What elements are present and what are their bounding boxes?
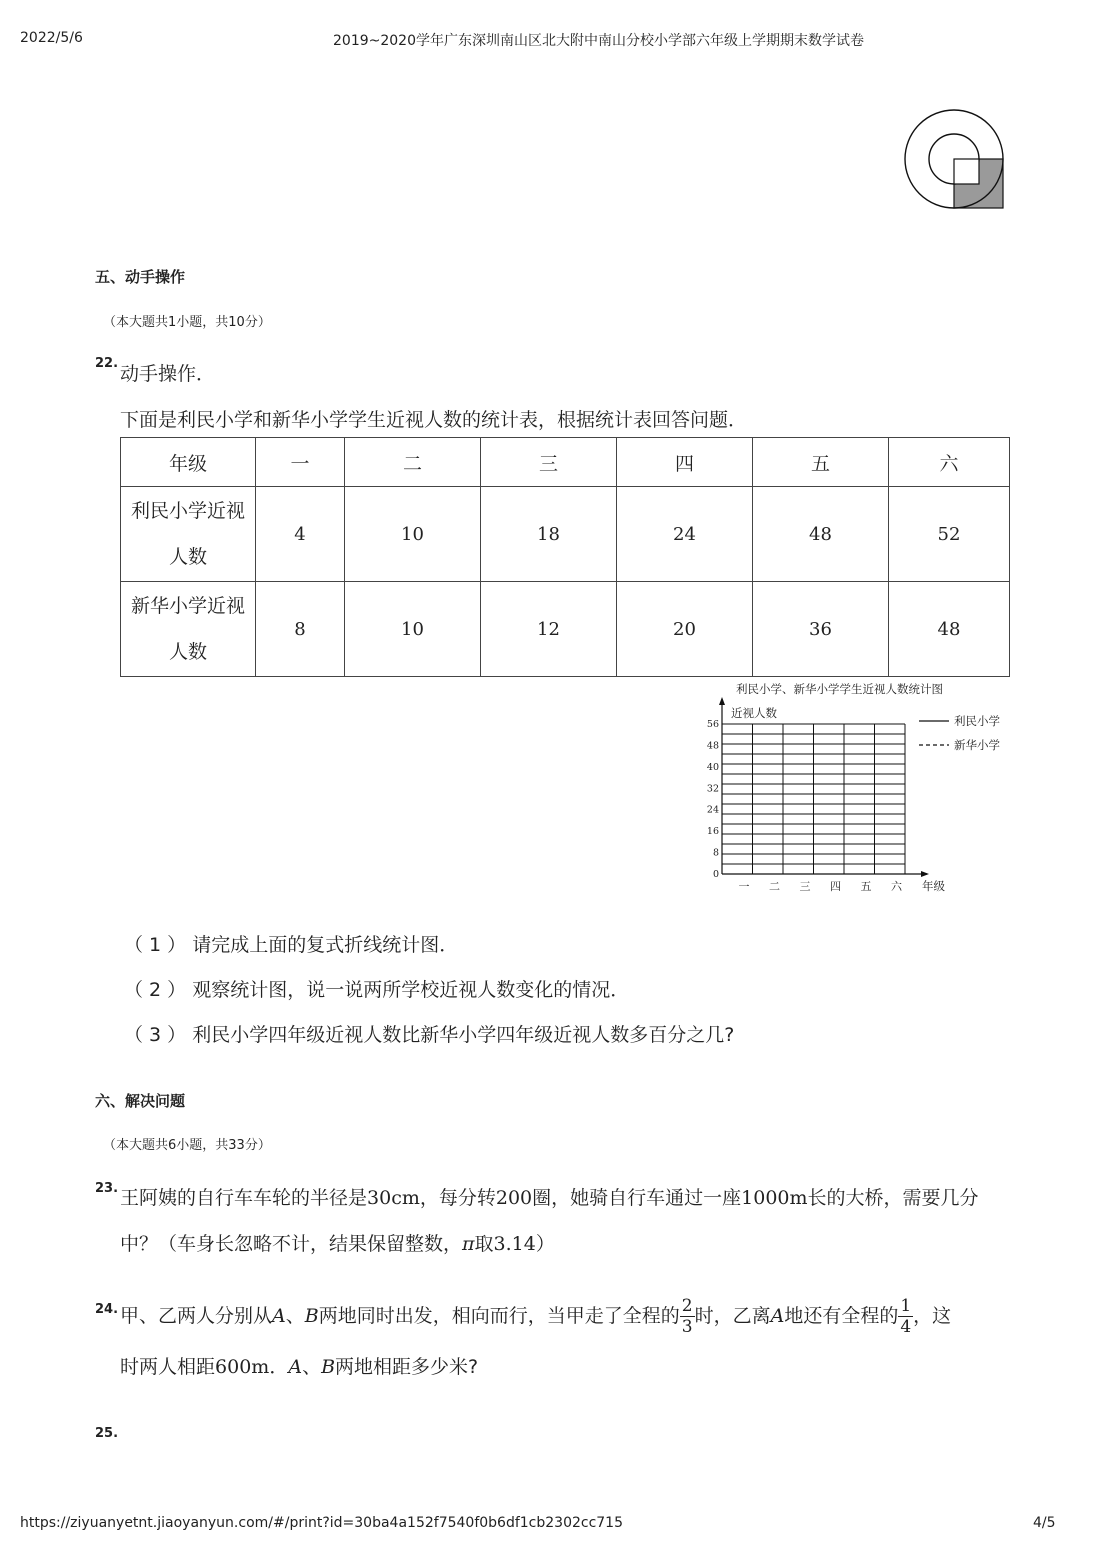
y-tick-label: 8 — [712, 847, 719, 859]
fraction-numerator: 1 — [900, 1296, 912, 1316]
y-tick-label: 24 — [706, 804, 719, 816]
text-run: 取 — [474, 1233, 494, 1255]
y-tick-label: 16 — [706, 826, 719, 838]
x-axis-label: 年级 — [922, 879, 945, 893]
table-header-row — [121, 438, 1010, 487]
question-title: 动手操作． — [120, 363, 216, 385]
line-chart-container — [695, 677, 1015, 906]
table-cell: 10 — [345, 487, 481, 582]
sub-question-1: （ 1 ） 请完成上面的复式折线统计图． — [124, 934, 459, 956]
fraction-denominator: 4 — [900, 1317, 912, 1337]
y-axis-arrow — [719, 697, 725, 705]
table-header-cell: 二 — [345, 438, 481, 487]
x-tick-label: 五 — [860, 880, 872, 893]
table-cell: 4 — [256, 487, 345, 582]
table-cell: 36 — [753, 582, 889, 677]
statistics-table — [120, 437, 1010, 677]
y-tick-label: 32 — [706, 783, 719, 795]
question-number: 23. — [95, 1181, 119, 1196]
x-tick-label: 四 — [830, 880, 841, 893]
chart-title: 利民小学、新华小学学生近视人数统计图 — [736, 682, 943, 696]
table-cell: 24 — [617, 487, 753, 582]
text-run: 时，乙离 — [694, 1305, 771, 1327]
text-run: ，这 — [913, 1305, 952, 1327]
y-tick-label: 48 — [706, 740, 719, 752]
math-value: 200 — [495, 1187, 533, 1209]
question-text-line — [120, 1183, 979, 1210]
table-cell: 8 — [256, 582, 345, 677]
page-number: 4/5 — [1033, 1515, 1056, 1531]
x-tick-label: 三 — [799, 880, 811, 893]
table-cell: 20 — [617, 582, 753, 677]
math-value: 30cm — [367, 1187, 420, 1209]
sub-question-2: （ 2 ） 观察统计图，说一说两所学校近视人数变化的情况． — [124, 979, 630, 1001]
row-label-line: 人数 — [168, 546, 207, 568]
page-url: https://ziyuanyetnt.jiaoyanyun.com/#/print?id=30ba4a152f7540f0b6df1cb2302cc715 — [20, 1515, 623, 1531]
question-number: 24. — [95, 1302, 119, 1317]
section-subtitle: （本大题共1小题，共10分） — [103, 315, 271, 330]
section-title: 六、解决问题 — [95, 1092, 186, 1110]
table-row — [121, 487, 1010, 582]
table-header-cell: 四 — [617, 438, 753, 487]
math-symbol: A — [272, 1305, 286, 1327]
fraction-numerator: 2 — [681, 1296, 693, 1316]
inner-square — [954, 159, 979, 184]
text-run: 中？（车身长忽略不计，结果保留整数， — [120, 1233, 463, 1255]
text-run: 王阿姨的自行车车轮的半径是 — [120, 1187, 368, 1209]
text-run: ，每分转 — [419, 1187, 496, 1209]
text-run: 时两人相距 — [120, 1356, 216, 1378]
text-run: 长的大桥，需要几分 — [807, 1187, 979, 1209]
question-intro: 下面是利民小学和新华小学学生近视人数的统计表，根据统计表回答问题． — [120, 409, 748, 431]
text-run: 、 — [285, 1305, 305, 1327]
sub-question-3: （ 3 ） 利民小学四年级近视人数比新华小学四年级近视人数多百分之几? — [124, 1024, 735, 1046]
print-date: 2022/5/6 — [20, 30, 83, 46]
row-label-line: 人数 — [168, 641, 207, 663]
row-label — [121, 487, 256, 582]
table-row — [121, 582, 1010, 677]
math-value: 600m — [215, 1356, 270, 1378]
table-cell: 10 — [345, 582, 481, 677]
section-title: 五、动手操作 — [95, 268, 186, 286]
table-header-cell: 三 — [481, 438, 617, 487]
line-chart — [695, 677, 1015, 902]
text-run: ． — [269, 1356, 289, 1378]
text-run: 两地相距多少米? — [335, 1356, 479, 1378]
fraction — [898, 1296, 913, 1337]
table-header-cell: 年级 — [121, 438, 256, 487]
row-label-line: 利民小学近视 — [130, 500, 245, 522]
text-run: 甲、乙两人分别从 — [120, 1305, 273, 1327]
text-run: 地还有全程的 — [784, 1305, 899, 1327]
question-text-line — [120, 1229, 555, 1256]
text-run: 、 — [302, 1356, 322, 1378]
legend-label: 利民小学 — [954, 714, 1000, 728]
math-symbol: B — [321, 1356, 336, 1378]
row-label-line: 新华小学近视 — [130, 595, 245, 617]
document-title: 2019~2020学年广东深圳南山区北大附中南山分校小学部六年级上学期期末数学试卷 — [333, 33, 864, 49]
table-cell: 48 — [889, 582, 1010, 677]
table-cell: 48 — [753, 487, 889, 582]
math-symbol: π — [462, 1233, 475, 1255]
question-number: 22. — [95, 356, 119, 371]
x-tick-label: 六 — [891, 880, 902, 893]
math-symbol: B — [304, 1305, 319, 1327]
table-header-cell: 六 — [889, 438, 1010, 487]
table-cell: 12 — [481, 582, 617, 677]
math-value: 3.14 — [493, 1233, 536, 1255]
text-run: 圈，她骑自行车通过一座 — [532, 1187, 742, 1209]
text-run: 两地同时出发，相向而行，当甲走了全程的 — [318, 1305, 680, 1327]
x-tick-label: 一 — [738, 880, 750, 893]
table-cell: 18 — [481, 487, 617, 582]
math-value: 1000m — [741, 1187, 808, 1209]
table-header-cell: 五 — [753, 438, 889, 487]
text-run: ） — [535, 1233, 555, 1255]
y-tick-label: 0 — [712, 869, 719, 880]
question-number: 25. — [95, 1426, 119, 1441]
geometry-figure — [900, 105, 1010, 215]
y-tick-label: 40 — [706, 761, 719, 773]
legend-label: 新华小学 — [954, 738, 1000, 752]
y-tick-label: 56 — [706, 719, 719, 730]
fraction-denominator: 3 — [681, 1317, 693, 1337]
section-subtitle: （本大题共6小题，共33分） — [103, 1138, 271, 1153]
math-symbol: A — [288, 1356, 303, 1378]
y-axis-label: 近视人数 — [731, 706, 777, 720]
math-symbol: A — [770, 1305, 785, 1327]
x-axis-arrow — [921, 871, 929, 877]
question-text-line — [120, 1293, 951, 1339]
x-tick-label: 二 — [769, 880, 780, 893]
table-header-cell: 一 — [256, 438, 345, 487]
row-label — [121, 582, 256, 677]
fraction — [680, 1296, 695, 1337]
table-cell: 52 — [889, 487, 1010, 582]
question-text-line — [120, 1352, 478, 1379]
